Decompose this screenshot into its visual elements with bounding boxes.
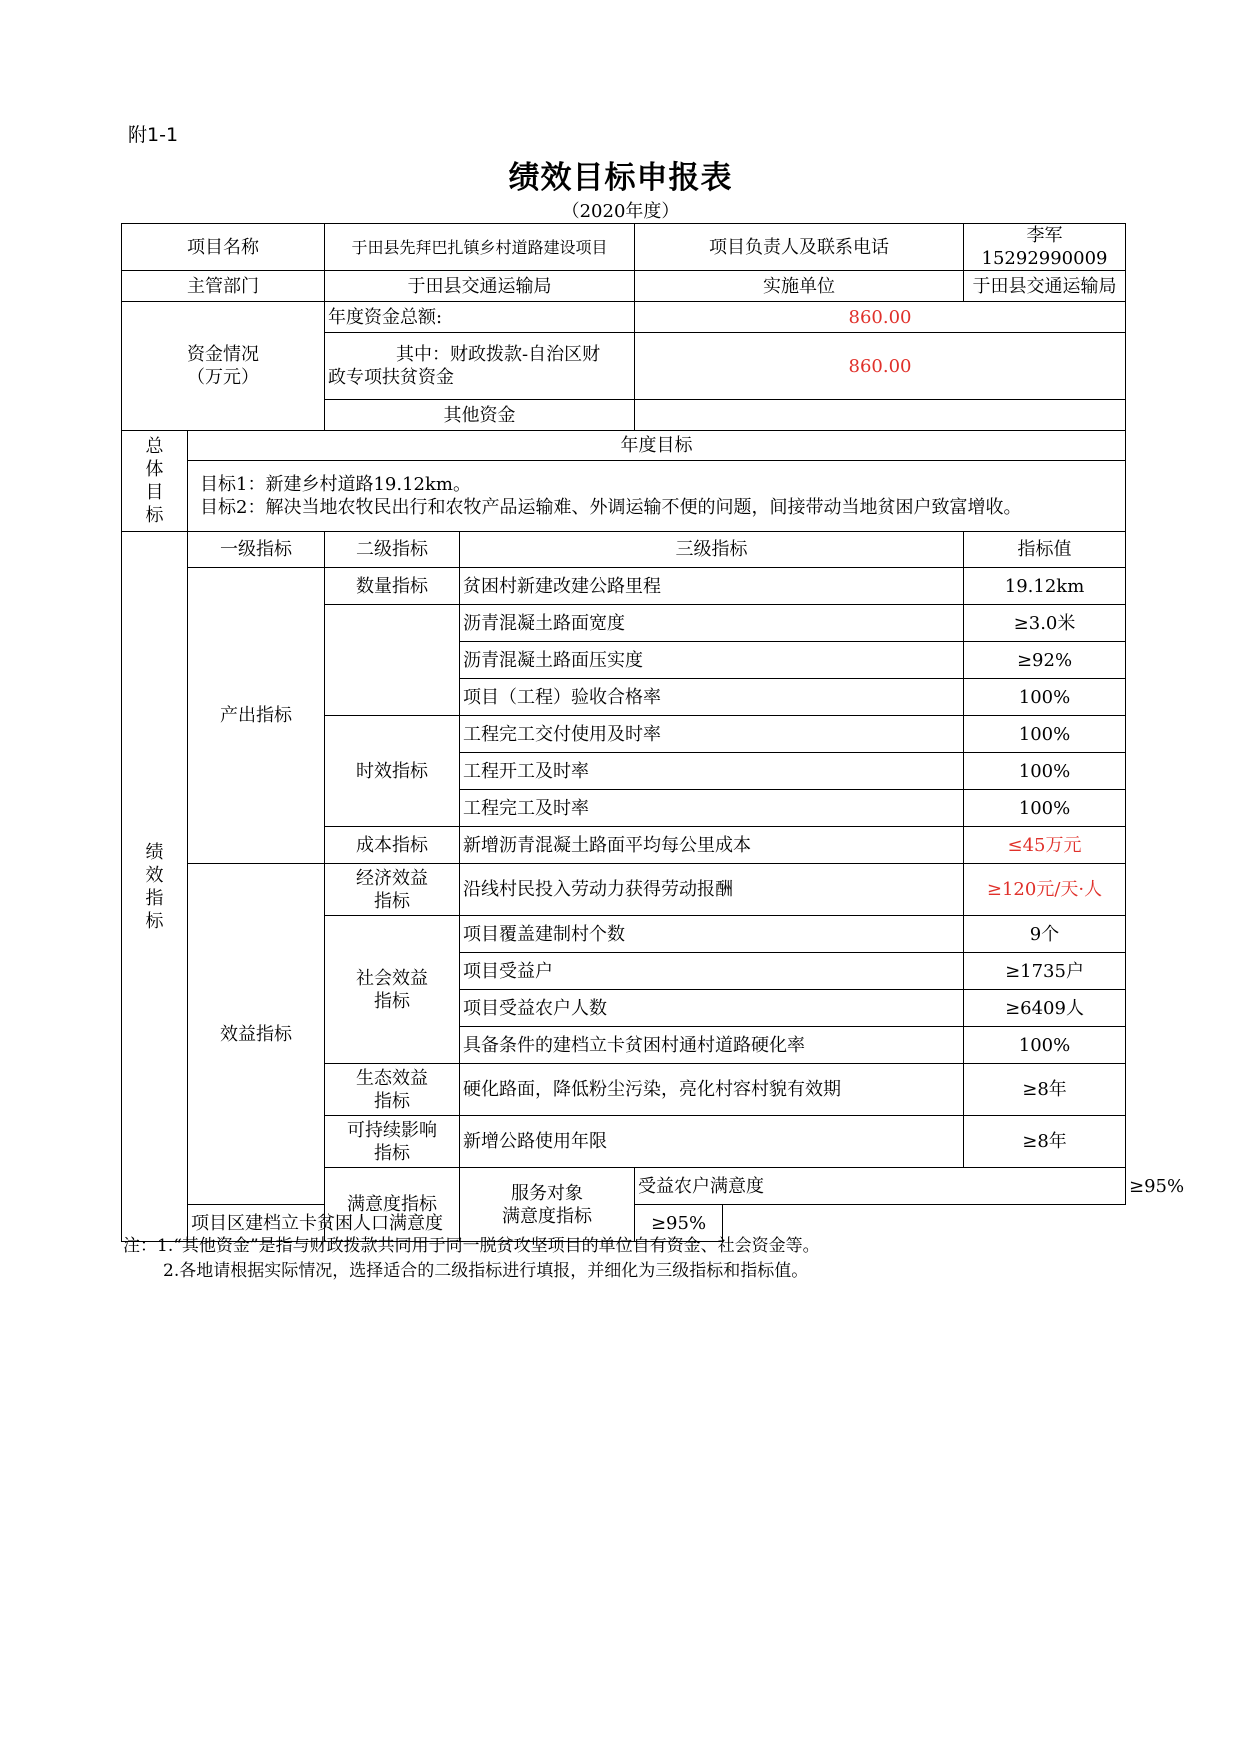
- label-line: 生态效益: [356, 1067, 428, 1089]
- quantity-indicator-label: 数量指标: [325, 568, 460, 605]
- header-level3: 三级指标: [460, 532, 964, 568]
- annual-goal-header: 年度目标: [188, 431, 1126, 461]
- indicator-name: 新增沥青混凝土路面平均每公里成本: [460, 827, 964, 864]
- indicator-value: 100%: [964, 679, 1126, 716]
- overall-goal-char: 标: [145, 505, 164, 526]
- header-level1: 一级指标: [188, 532, 325, 568]
- label-line: 指标: [374, 890, 410, 912]
- eco-indicator-label: [325, 1064, 460, 1116]
- timely-indicator-label: 时效指标: [325, 716, 460, 827]
- indicator-value: 100%: [964, 753, 1126, 790]
- annual-goals: [188, 461, 1126, 532]
- label-line: 服务对象: [511, 1182, 583, 1204]
- performance-indicator-char: 效: [145, 864, 164, 886]
- owner-label: 项目负责人及联系电话: [635, 224, 964, 271]
- satisfaction-indicator-label: 满意度指标: [325, 1168, 460, 1242]
- funds-label: [122, 302, 325, 431]
- label-line: 指标: [374, 990, 410, 1012]
- attachment-number: 附1-1: [128, 124, 179, 146]
- performance-indicator-label: [122, 532, 188, 1242]
- cost-indicator-label: 成本指标: [325, 827, 460, 864]
- fiscal-funds-label-line2: 政专项扶贫资金: [328, 367, 454, 388]
- overall-goal-char: 目: [145, 482, 164, 503]
- total-funds-value: 860.00: [635, 302, 1126, 333]
- indicator-value: 100%: [964, 1027, 1126, 1064]
- indicator-name: 工程完工交付使用及时率: [460, 716, 964, 753]
- page-title: 绩效目标申报表: [508, 160, 733, 196]
- indicator-name: 硬化路面，降低粉尘污染，亮化村容村貌有效期: [460, 1064, 964, 1116]
- indicator-value: ≥8年: [964, 1116, 1126, 1168]
- indicator-name: 项目区建档立卡贫困人口满意度: [188, 1205, 635, 1242]
- note-line-2: 2.各地请根据实际情况，选择适合的二级指标进行填报，并细化为三级指标和指标值。: [163, 1261, 809, 1281]
- overall-goal-char: 总: [145, 436, 164, 457]
- benefit-indicator-label: 效益指标: [188, 864, 325, 1205]
- funds-label-line1: 资金情况: [187, 344, 259, 365]
- funds-label-line2: （万元）: [187, 367, 259, 388]
- label-line: 满意度指标: [502, 1205, 592, 1227]
- label-line: 指标: [374, 1142, 410, 1164]
- indicator-value: 100%: [964, 716, 1126, 753]
- performance-indicator-char: 绩: [145, 841, 164, 863]
- other-funds-value: [635, 400, 1126, 431]
- indicator-name: 贫困村新建改建公路里程: [460, 568, 964, 605]
- header-level2: 二级指标: [325, 532, 460, 568]
- indicator-value: ≥92%: [964, 642, 1126, 679]
- goal-2: 目标2：解决当地农牧民出行和农牧产品运输难、外调运输不便的问题，间接带动当地贫困户致富增收。: [200, 497, 1022, 518]
- indicator-value: 9个: [964, 916, 1126, 953]
- social-indicator-label: [325, 916, 460, 1064]
- fiscal-funds-label-line1: 其中：财政拨款-自治区财: [396, 344, 601, 365]
- performance-indicator-char: 标: [145, 910, 164, 932]
- project-name-label: 项目名称: [122, 224, 325, 271]
- impl-label: 实施单位: [635, 271, 964, 302]
- other-funds-label: 其他资金: [325, 400, 635, 431]
- quality-indicator-label: [325, 605, 460, 716]
- header-value: 指标值: [964, 532, 1126, 568]
- indicator-value: 100%: [964, 790, 1126, 827]
- performance-target-table: 项目名称 于田县先拜巴扎镇乡村道路建设项目 项目负责人及联系电话 李军 15292990009 主管部门 于田县交通运输局 实施单位 于田县交通运输局 资金情况 （万元） 年度资金总额: 860.00 其中：财政拨款-自治区财 政专项扶贫资金 860.00 其他资金 总 体 目 标 年度目标 目标1：新建乡村道路19.12km。 目标2：解决当地农牧民出行和农牧产品运输难、外调运输不便的问题，间接带动当地贫困户致富增收。 绩 效 指 标 一级指标 二级指标 三级指标 指标值 产出指标 数量指标 贫困村新建改建公路里程 19.12km 沥青混凝土路面宽度 ≥3.0米 沥青混凝土路面压实度 ≥92% 项目（工程）验收合格率 100% 时效指标 工程完工交付使用及时率 100% 工程开工及时率 100% 工程完工及时率 100% 成本指标 新增沥青混凝土路面平均每公里成本 ≤45万元 效益指标 经济效益 指标 沿线村民投入劳动力获得劳动报酬 ≥120元/天·人 社会效益 指标 项目覆盖建制村个数 9个 项目受益户 ≥1735户 项目受益农户人数 ≥6409人 具备条件的建档立卡贫困村通村道路硬化率 100% 生态效益 指标 硬化路面，降低粉尘污染，亮化村容村貌有效期 ≥8年 可持续影响 指标 新增公路使用年限 ≥8年 满意度指标 服务对象 满意度指标 受益农户满意度 ≥95% 项目区建档立卡贫困人口满意度 ≥95%: [121, 223, 1126, 1242]
- label-line: 社会效益: [356, 967, 428, 989]
- total-funds-label: 年度资金总额:: [325, 302, 635, 333]
- indicator-value: ≥1735户: [964, 953, 1126, 990]
- indicator-name: 受益农户满意度: [635, 1168, 1126, 1205]
- indicator-name: 沥青混凝土路面压实度: [460, 642, 964, 679]
- output-indicator-label: 产出指标: [188, 568, 325, 864]
- overall-goal-label: [122, 431, 188, 532]
- indicator-name: 项目覆盖建制村个数: [460, 916, 964, 953]
- indicator-value: ≥3.0米: [964, 605, 1126, 642]
- report-year: （2020年度）: [561, 201, 680, 222]
- indicator-value: ≥95%: [635, 1205, 723, 1242]
- impl-value: 于田县交通运输局: [964, 271, 1126, 302]
- note-line-1: 注：1.“其他资金”是指与财政拨款共同用于同一脱贫攻坚项目的单位自有资金、社会资金等。: [123, 1236, 820, 1256]
- indicator-name: 项目受益户: [460, 953, 964, 990]
- sustain-indicator-label: [325, 1116, 460, 1168]
- indicator-name: 沥青混凝土路面宽度: [460, 605, 964, 642]
- label-line: 指标: [374, 1090, 410, 1112]
- dept-value: 于田县交通运输局: [325, 271, 635, 302]
- indicator-name: 项目（工程）验收合格率: [460, 679, 964, 716]
- indicator-value: 19.12km: [964, 568, 1126, 605]
- indicator-name: 项目受益农户人数: [460, 990, 964, 1027]
- goal-1: 目标1：新建乡村道路19.12km。: [200, 474, 471, 495]
- indicator-value: ≤45万元: [964, 827, 1126, 864]
- label-line: 经济效益: [356, 867, 428, 889]
- indicator-name: 沿线村民投入劳动力获得劳动报酬: [460, 864, 964, 916]
- indicator-name: 工程完工及时率: [460, 790, 964, 827]
- indicator-name: 工程开工及时率: [460, 753, 964, 790]
- indicator-value: ≥120元/天·人: [964, 864, 1126, 916]
- overall-goal-char: 体: [145, 459, 164, 480]
- project-name-value: 于田县先拜巴扎镇乡村道路建设项目: [325, 224, 635, 271]
- fiscal-funds-value: 860.00: [635, 333, 1126, 400]
- owner-value: 李军 15292990009: [964, 224, 1126, 271]
- label-line: 可持续影响: [347, 1119, 437, 1141]
- indicator-value: ≥6409人: [964, 990, 1126, 1027]
- fiscal-funds-label: [325, 333, 635, 400]
- economic-indicator-label: [325, 864, 460, 916]
- indicator-name: 新增公路使用年限: [460, 1116, 964, 1168]
- performance-indicator-char: 指: [145, 887, 164, 909]
- indicator-name: 具备条件的建档立卡贫困村通村道路硬化率: [460, 1027, 964, 1064]
- dept-label: 主管部门: [122, 271, 325, 302]
- indicator-value: ≥8年: [964, 1064, 1126, 1116]
